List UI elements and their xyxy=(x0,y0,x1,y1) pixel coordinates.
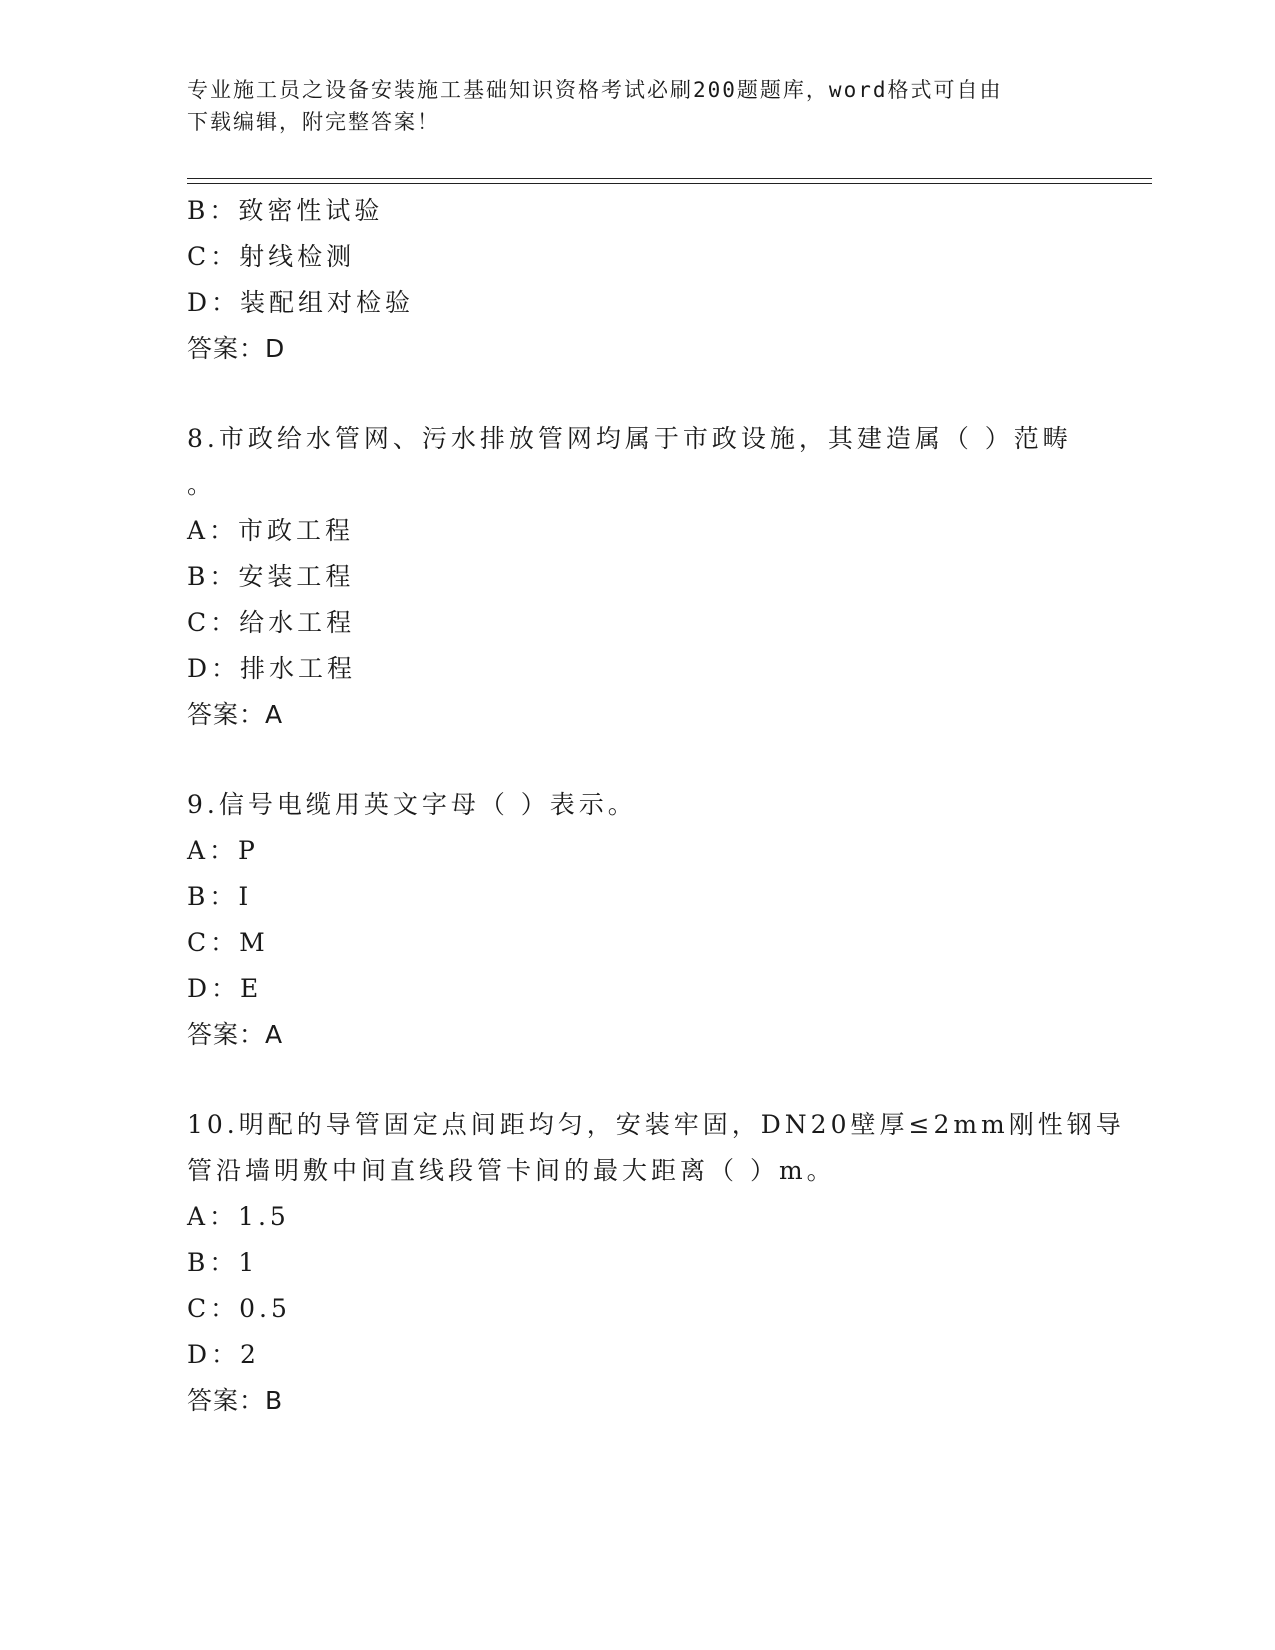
question-text-line-1: 10.明配的导管固定点间距均匀，安装牢固，DN20壁厚≤2mm刚性钢导 xyxy=(187,1110,1125,1139)
option-c: C：射线检测 xyxy=(187,242,356,271)
question-10 xyxy=(187,1102,1125,1424)
question-8 xyxy=(187,416,1107,738)
option-a: A：市政工程 xyxy=(187,516,355,545)
option-b: B：1 xyxy=(187,1248,259,1277)
option-d: D：装配组对检验 xyxy=(187,288,415,317)
option-d: D：排水工程 xyxy=(187,654,357,683)
option-b: B：致密性试验 xyxy=(187,196,384,225)
option-c: C：M xyxy=(187,928,269,957)
option-b: B：I xyxy=(187,882,253,911)
option-c: C：0.5 xyxy=(187,1294,291,1323)
option-d: D：2 xyxy=(187,1340,260,1369)
answer-line: 答案：B xyxy=(187,1386,284,1415)
option-d: D：E xyxy=(187,974,263,1003)
header-rule-top xyxy=(187,178,1152,179)
question-text-line-2: 。 xyxy=(187,470,217,499)
document-body xyxy=(187,188,1125,1424)
question-text-line-1: 8.市政给水管网、污水排放管网均属于市政设施，其建造属（ ）范畴 xyxy=(187,424,1072,453)
question-9 xyxy=(187,782,1107,1058)
header-line-2: 下载编辑，附完整答案！ xyxy=(187,110,440,134)
answer-line: 答案：A xyxy=(187,700,284,729)
header-line-1: 专业施工员之设备安装施工基础知识资格考试必刷200题题库，word格式可自由 xyxy=(187,78,1003,102)
option-b: B：安装工程 xyxy=(187,562,355,591)
answer-line: 答案：D xyxy=(187,334,286,363)
question-7-tail xyxy=(187,188,1107,372)
option-a: A：P xyxy=(187,836,259,865)
question-text-line-1: 9.信号电缆用英文字母（ ）表示。 xyxy=(187,790,637,819)
option-a: A：1.5 xyxy=(187,1202,290,1231)
option-c: C：给水工程 xyxy=(187,608,356,637)
page-header xyxy=(187,74,1067,138)
header-rule-bottom xyxy=(187,183,1152,184)
question-text-line-2: 管沿墙明敷中间直线段管卡间的最大距离（ ）m。 xyxy=(187,1156,836,1185)
answer-line: 答案：A xyxy=(187,1020,284,1049)
